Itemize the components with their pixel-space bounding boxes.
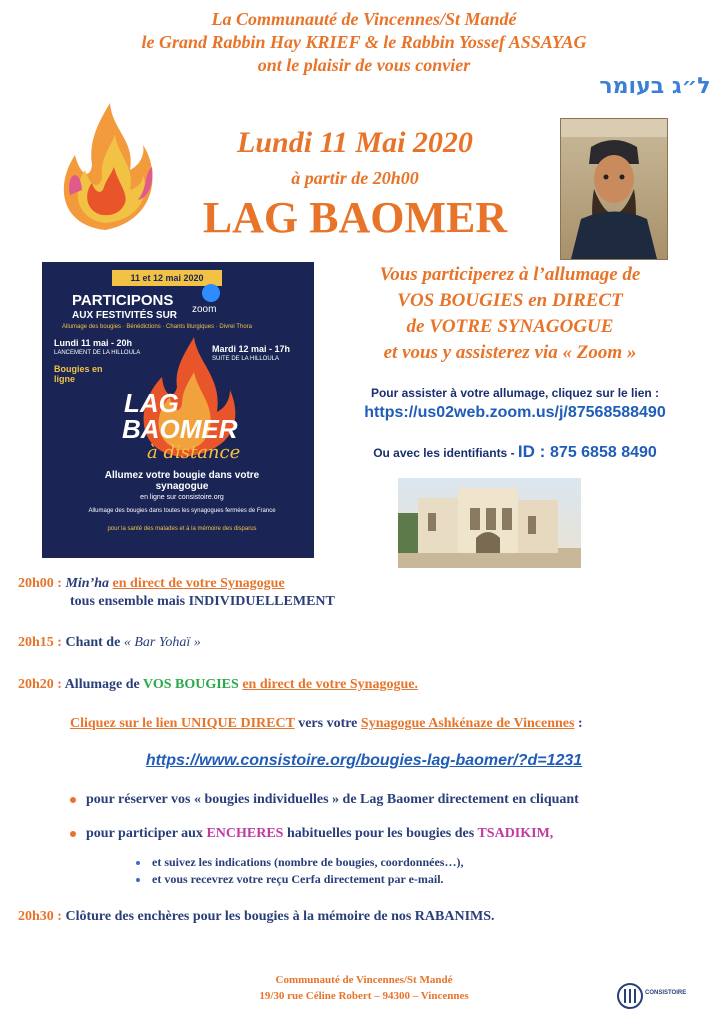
zoom-id-prefix: Ou avec les identifiants - [373, 446, 518, 460]
program-time-3: 20h20 : [18, 677, 62, 692]
synagogue-photo [398, 478, 581, 568]
click-instruction [70, 716, 720, 732]
program-item-1-line-2: tous ensemble mais INDIVIDUELLEMENT [70, 594, 335, 609]
allumage-direct-link[interactable]: en direct de votre Synagogue. [242, 677, 418, 692]
invite-line-3: de VOTRE SYNAGOGUE [406, 316, 614, 337]
poster-distance: à distance [147, 442, 241, 463]
invite-line-4: et vous y assisterez via « Zoom » [383, 342, 637, 363]
poster-footer-1: Allumage des bougies dans toutes les synagogues fermées de France [88, 508, 276, 514]
sub-bullet-2-text: et vous recevrez votre reçu Cerfa directement par e-mail. [152, 872, 444, 886]
tsadikim-label: TSADIKIM, [477, 826, 554, 841]
program-time-4: 20h30 : [18, 909, 62, 924]
zoom-id-value: 875 6858 8490 [550, 444, 657, 461]
sub-bullet-2 [136, 872, 444, 887]
vos-bougies: VOS BOUGIES [143, 677, 239, 692]
poster-participons: PARTICIPONS [72, 292, 174, 309]
header-line-1: La Communauté de Vincennes/St Mandé [211, 9, 517, 29]
rabbi-portrait [560, 118, 668, 260]
zoom-id-label: ID : [517, 442, 551, 461]
invite-line-2: VOS BOUGIES en DIRECT [397, 290, 623, 311]
poster-enligne: en ligne sur consistoire.org [140, 494, 224, 501]
poster-lundi: Lundi 11 mai - 20h [54, 338, 133, 348]
sub-bullet-dot [136, 878, 140, 882]
bullet-dot [70, 797, 76, 803]
synagogue-link[interactable]: Synagogue Ashkénaze de Vincennes [360, 716, 575, 731]
program-item-3 [18, 677, 418, 693]
encheres-label: ENCHERES [206, 826, 284, 841]
poster-bougies: Bougies en ligne [54, 364, 103, 384]
sub-bullet-dot [136, 861, 140, 865]
poster-suite: SUITE DE LA HILLOULA [212, 356, 280, 362]
consistoire-logo-text: CONSISTOIRE [645, 990, 687, 996]
flame-logo [40, 95, 170, 235]
bullet-dot [70, 831, 76, 837]
bullet-reserver-text: pour réserver vos « bougies individuelles » de Lag Baomer directement en cliquant [86, 792, 579, 807]
event-date: Lundi 11 Mai 2020 [237, 126, 473, 159]
zoom-intro: Pour assister à votre allumage, cliquez sur le lien : [370, 386, 660, 400]
click-end: : [574, 716, 583, 731]
zoom-id-line [310, 442, 720, 462]
poster-zoom-label: zoom [192, 304, 217, 315]
poster-allumez: Allumez votre bougie dans votre synagogue [104, 470, 260, 492]
poster-baomer: BAOMER [122, 414, 238, 444]
poster-lancement: LANCEMENT DE LA HILLOULA [54, 350, 141, 356]
poster-festivites: AUX FESTIVITÉS SUR [72, 310, 178, 321]
bullet-encheres [70, 826, 720, 842]
poster-footer-2: pour la santé des malades et à la mémoire des disparus [107, 526, 257, 532]
event-time: à partir de 20h00 [291, 168, 419, 188]
invite-line-1: Vous participerez à l’allumage de [379, 264, 641, 285]
header-line-2: le Grand Rabbin Hay KRIEF & le Rabbin Yossef ASSAYAG [141, 32, 587, 52]
poster-zoom-icon [202, 284, 220, 302]
program-time-2: 20h15 : [18, 635, 62, 650]
unique-direct-link[interactable]: Cliquez sur le lien UNIQUE DIRECT [70, 716, 295, 731]
poster-lag: LAG [124, 388, 179, 418]
footer-line-2: 19/30 rue Céline Robert – 94300 – Vincennes [259, 990, 469, 1002]
hebrew-title: ל״ג בעומר [599, 74, 711, 99]
program-item-4 [18, 909, 495, 925]
cloture-text: Clôture des enchères pour les bougies à la mémoire de nos RABANIMS. [65, 909, 495, 924]
allumage-label: Allumage de [64, 677, 143, 692]
lag-baomer-poster [42, 262, 314, 558]
header-line-3: ont le plaisir de vous convier [257, 55, 471, 75]
zoom-link[interactable]: https://us02web.zoom.us/j/87568588490 [364, 404, 666, 421]
sub-bullet-1-text: et suivez les indications (nombre de bougies, coordonnées…), [152, 855, 464, 869]
program-item-1 [18, 576, 718, 592]
poster-mardi: Mardi 12 mai - 17h [212, 344, 291, 354]
poster-date-badge: 11 et 12 mai 2020 [112, 270, 222, 286]
bullet-reserver [70, 792, 720, 808]
minha-label: Min’ha [65, 576, 110, 591]
minha-link[interactable]: en direct de votre Synagogue [112, 576, 285, 591]
poster-allumage: Allumage des bougies · Bénédictions · Chants liturgiques · Divrei Thora [62, 324, 252, 330]
main-consistoire-link[interactable]: https://www.consistoire.org/bougies-lag-baomer/?d=1231 [145, 752, 583, 769]
event-title: LAG BAOMER [202, 193, 508, 242]
program-time-1: 20h00 : [18, 576, 62, 591]
bullet-encheres-a: pour participer aux [86, 826, 207, 841]
chant-label: Chant de [65, 635, 124, 650]
bar-yohai: « Bar Yohaï » [123, 635, 201, 650]
consistoire-logo [616, 982, 687, 1010]
program-item-2 [18, 635, 201, 651]
bullet-encheres-c: habituelles pour les bougies des [283, 826, 478, 841]
footer-line-1: Communauté de Vincennes/St Mandé [275, 974, 453, 986]
sub-bullet-1 [136, 855, 463, 870]
click-mid: vers votre [294, 716, 361, 731]
